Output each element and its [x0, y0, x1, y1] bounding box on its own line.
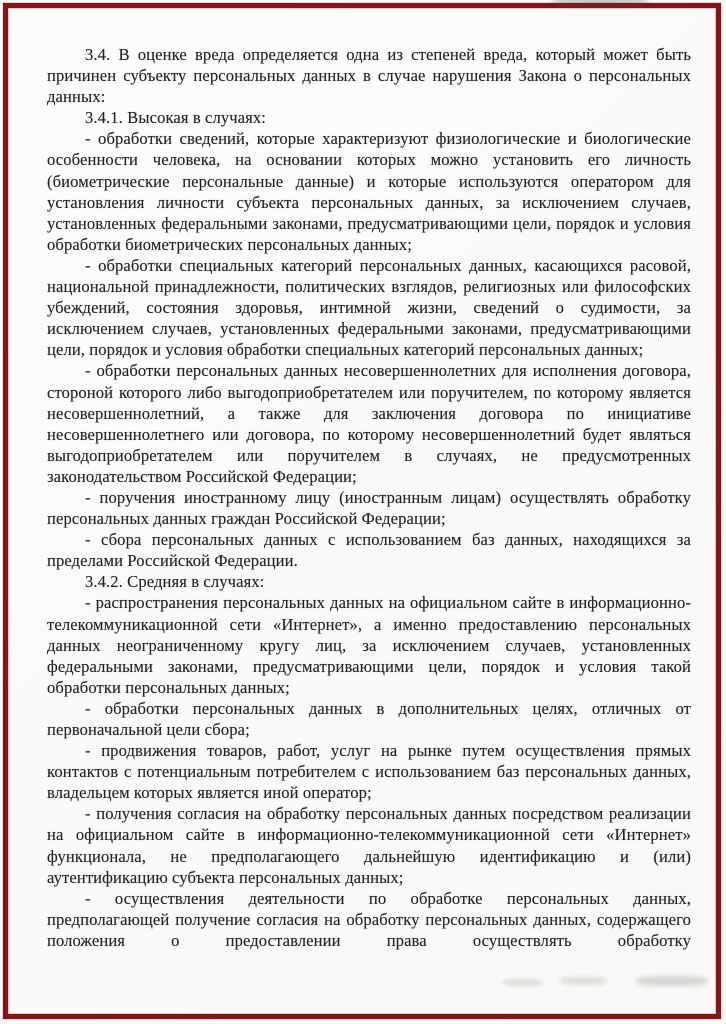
scan-artifact: [552, 0, 648, 5]
scan-artifact: [560, 977, 606, 985]
clause-3-4-1-heading: 3.4.1. Высокая в случаях:: [85, 108, 266, 128]
clause-3-4-2-heading: 3.4.2. Средняя в случаях:: [85, 572, 265, 592]
bullet-foreign-databases: - сбора персональных данных с использованием баз данных, находящихся за пределами Российской Федерации.: [47, 530, 691, 571]
bullet-foreign-person: - поручения иностранному лицу (иностранным лицам) осуществлять обработку персональных данных граждан Российской Федерации;: [47, 487, 691, 529]
document-body: [47, 44, 691, 951]
bullet-biometric-data: - обработки сведений, которые характеризуют физиологические и биологические особенности человека, на основании которых можно установить его личность (биометрические персональные данные) и которые используются оператором для установления личности субъекта персональных данных, за исключением случаев, установленных федеральными законами, предусматривающими цели, порядок и условия обработки биометрических персональных данных;: [47, 129, 691, 254]
bullet-internet-dissemination: - распространения персональных данных на официальном сайте в информационно-телекоммуникационной сети «Интернет», а именно предоставлению персональных данных неограниченному кругу лиц, за исключением случаев, установленных федеральными законами, предусматривающими цели, порядок и условия такой обработки персональных данных;: [47, 593, 691, 697]
bullet-special-categories: - обработки специальных категорий персональных данных, касающихся расовой, национальной принадлежности, политических взглядов, религиозных или философских убеждений, состояния здоровья, интимной жизни, сведений о судимости, за исключением случаев, установленных федеральными законами, предусматривающими цели, порядок и условия обработки специальных категорий персональных данных;: [47, 255, 691, 360]
scan-artifact: [503, 979, 543, 986]
bullet-consent-via-site: - получения согласия на обработку персональных данных посредством реализации на официальном сайте в информационно-телекоммуникационной сети «Интернет» функционала, не предполагающего дальнейшую идентификацию и (или) аутентификацию субъекта персональных данных;: [47, 804, 691, 887]
clause-3-4: 3.4. В оценке вреда определяется одна из степеней вреда, который может быть причинен субъекту персональных данных в случае нарушения Закона о персональных данных:: [47, 45, 691, 107]
bullet-additional-purposes: - обработки персональных данных в дополнительных целях, отличных от первоначальной цели сбора;: [47, 698, 691, 739]
bullet-minors-contracts: - обработки персональных данных несовершеннолетних для исполнения договора, стороной которого либо выгодоприобретателем или поручителем, по которому является несовершеннолетний, а также для заключения договора по инициативе несовершеннолетнего или договора, по которому несовершеннолетний будет являться выгодоприобретателем или поручителем в случаях, не предусмотренных законодательством Российской Федерации;: [47, 361, 691, 486]
bullet-processing-activity-continued: - осуществления деятельности по обработке персональных данных, предполагающей получение согласия на обработку персональных данных, содержащего положения о предоставлении права осуществлять обработку: [47, 888, 691, 950]
scan-artifact: [636, 976, 708, 986]
bullet-market-promotion: - продвижения товаров, работ, услуг на рынке путем осуществления прямых контактов с потенциальным потребителем с использованием баз персональных данных, владельцем которых является иной оператор;: [47, 741, 691, 803]
